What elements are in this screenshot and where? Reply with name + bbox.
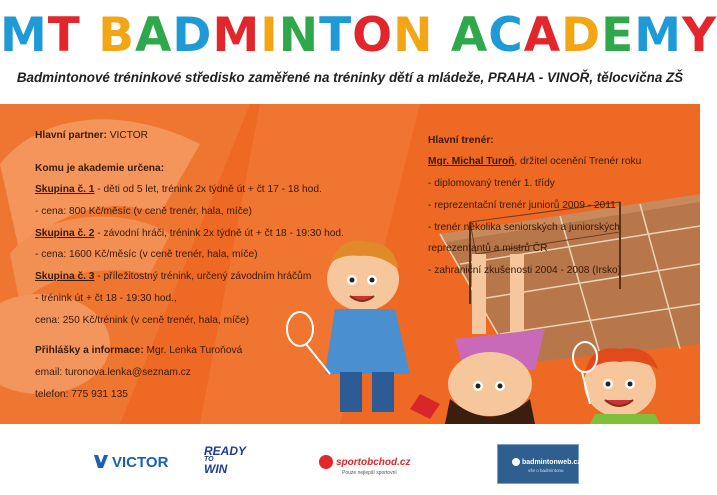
sportobchod-text: sportobchod.cz [336, 457, 411, 468]
victor-logo [94, 453, 186, 470]
title-letter: E [601, 8, 635, 63]
coach-item: - diplomovaný trenér 1. třídy [428, 178, 555, 189]
group-2-label: Skupina č. 2 [35, 228, 95, 239]
badmintonweb-logo [497, 444, 579, 484]
title-letter: T [47, 8, 81, 63]
badmintonweb-tagline: vše o badmintonu [528, 468, 564, 473]
title-letter: A [135, 8, 173, 63]
title-letter: N [278, 8, 320, 63]
title-letter: A [450, 8, 489, 63]
contact-phone: telefon: 775 931 135 [35, 389, 128, 400]
title-letter: I [260, 8, 279, 63]
left-info-column [35, 104, 415, 424]
title-letter: M [0, 8, 48, 63]
group-3-label: Skupina č. 3 [35, 271, 95, 282]
title-letter: A [523, 8, 562, 63]
coach-item: reprezentantů a mistrů ČR [428, 243, 548, 254]
victor-logo-text: VICTOR [112, 454, 169, 471]
coach-item: - zahraniční zkušenosti 2004 - 2008 (Irsko) [428, 265, 622, 276]
ready-text: READY [204, 444, 247, 458]
sportobchod-mark-icon [319, 455, 333, 469]
sportobchod-logo [318, 453, 438, 477]
partner-value: VICTOR [106, 130, 149, 141]
title-letter: B [98, 8, 136, 63]
coach-item: - reprezentační trenér juniorů 2009 - 2011 [428, 200, 616, 211]
coach-award: , držitel ocenění Trenér roku [514, 156, 642, 167]
group-1-text: - děti od 5 let, trénink 2x týdně út + čt 17 - 18 hod. [94, 184, 322, 195]
win-text: WIN [204, 462, 228, 476]
group-2-text: - závodní hráči, trénink 2x týdně út + čt 18 - 19:30 hod. [94, 228, 344, 239]
partner-label: Hlavní partner: [35, 130, 107, 141]
ready-to-win-logo [204, 446, 264, 476]
to-text: TO [204, 456, 214, 463]
target-group-heading: Komu je akademie určena: [35, 163, 165, 174]
contact-label: Přihlášky a informace: [35, 345, 144, 356]
badmintonweb-text: badmintonweb.cz [522, 459, 581, 466]
title-letter: Y [681, 8, 717, 63]
group-1-label: Skupina č. 1 [35, 184, 95, 195]
info-panel [0, 104, 700, 424]
badmintonweb-mark-icon [512, 458, 520, 466]
title-letter: C [488, 8, 524, 63]
sportobchod-tagline: Pouze nejlepší sportovní [342, 470, 397, 476]
subtitle: Badmintonové tréninkové středisko zaměřené na tréninky dětí a mládeže, PRAHA - VINOŘ, tělocvična ZŠ [16, 70, 684, 85]
coach-column [428, 104, 693, 284]
contact-email: email: turonova.lenka@seznam.cz [35, 367, 191, 378]
title-letter: D [561, 8, 602, 63]
title-letter: D [172, 8, 213, 63]
title-letter: M [212, 8, 261, 63]
title-letter [81, 8, 98, 64]
group-2-price: - cena: 1600 Kč/měsíc (v ceně trenér, hala, míče) [35, 249, 258, 260]
title-letter: T [319, 8, 353, 63]
group-3-price: cena: 250 Kč/trénink (v ceně trenér, hala, míče) [35, 315, 250, 326]
group-1-price: - cena: 800 Kč/měsíc (v ceně trenér, hala, míče) [35, 206, 252, 217]
title-letter [433, 8, 450, 64]
coach-heading: Hlavní trenér: [428, 135, 494, 146]
coach-item: - trenér několika seniorských a juniorských [428, 222, 620, 233]
coach-name: Mgr. Michal Turoň [428, 156, 515, 167]
sponsor-logos [0, 424, 700, 495]
title-letter: N [393, 8, 434, 63]
group-3-time: - trénink út + čt 18 - 19:30 hod., [35, 293, 177, 304]
contact-name: Mgr. Lenka Turoňová [143, 345, 243, 356]
title-letter: M [634, 8, 682, 63]
academy-title [0, 8, 717, 64]
group-3-text: - příležitostný trénink, určený závodním hráčům [94, 271, 312, 282]
title-letter: O [352, 8, 394, 63]
